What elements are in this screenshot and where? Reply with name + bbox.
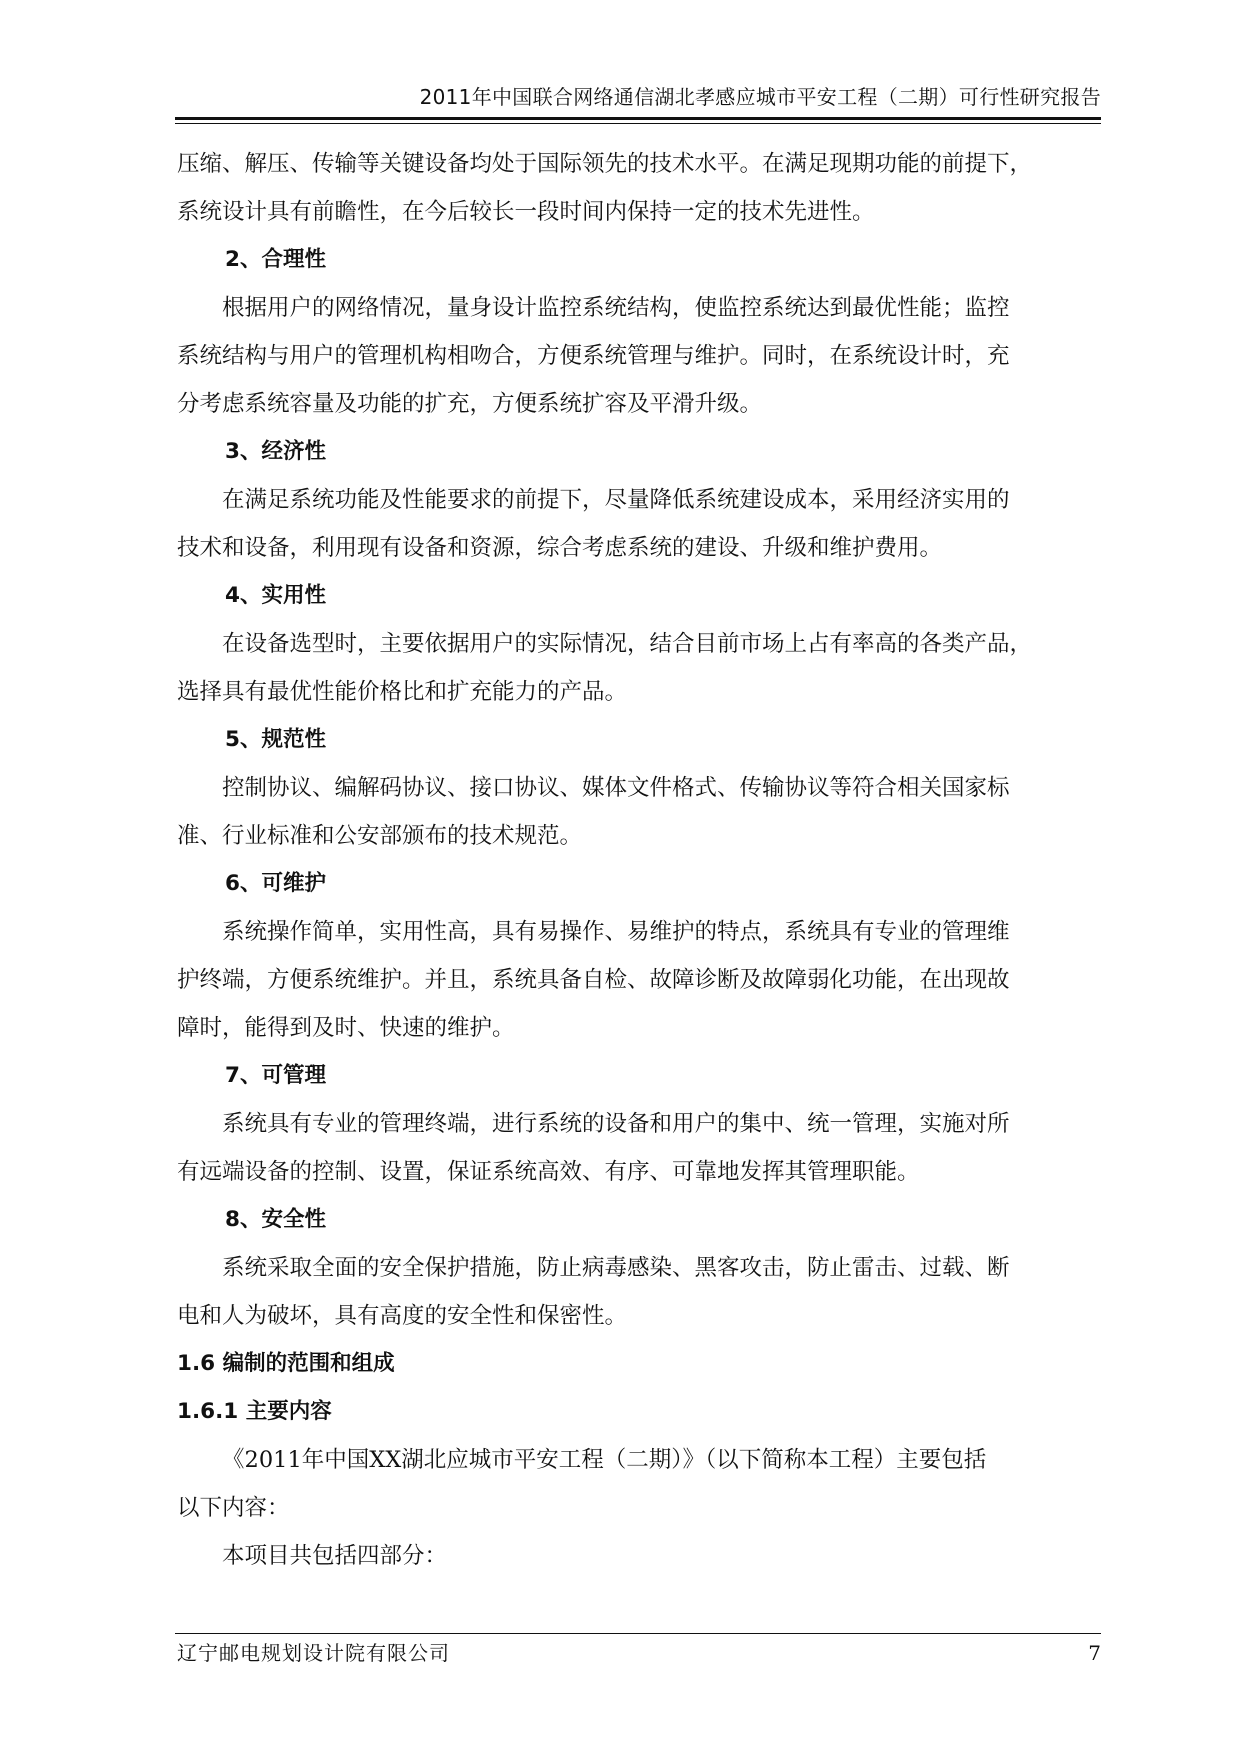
section-heading: 1.6 编制的范围和组成 (177, 1351, 395, 1376)
footer-rule (175, 1633, 1101, 1634)
paragraph-line: 分考虑系统容量及功能的扩充，方便系统扩容及平滑升级。 (177, 391, 763, 417)
footer-company: 辽宁邮电规划设计院有限公司 (177, 1641, 450, 1665)
paragraph-line: 系统设计具有前瞻性，在今后较长一段时间内保持一定的技术先进性。 (177, 199, 875, 225)
paragraph-line: 系统具有专业的管理终端，进行系统的设备和用户的集中、统一管理，实施对所 (222, 1111, 1010, 1137)
paragraph-line: 准、行业标准和公安部颁布的技术规范。 (177, 823, 583, 849)
paragraph-line: 选择具有最优性能价格比和扩充能力的产品。 (177, 679, 628, 705)
paragraph-line: 控制协议、编解码协议、接口协议、媒体文件格式、传输协议等符合相关国家标 (222, 775, 1010, 801)
section-heading: 1.6.1 主要内容 (177, 1399, 332, 1424)
subsection-heading: 6、可维护 (225, 871, 326, 896)
header-rule-thin (175, 123, 1101, 124)
paragraph-line: 在设备选型时，主要依据用户的实际情况，结合目前市场上占有率高的各类产品， (222, 631, 1033, 657)
paragraph-line: 系统操作简单，实用性高，具有易操作、易维护的特点，系统具有专业的管理维 (222, 919, 1010, 945)
page-body (177, 140, 1103, 1580)
paragraph-line: 根据用户的网络情况，量身设计监控系统结构，使监控系统达到最优性能；监控 (222, 295, 1010, 321)
paragraph-line: 有远端设备的控制、设置，保证系统高效、有序、可靠地发挥其管理职能。 (177, 1159, 920, 1185)
paragraph-line: 本项目共包括四部分： (222, 1543, 448, 1569)
paragraph-line: 技术和设备，利用现有设备和资源，综合考虑系统的建设、升级和维护费用。 (177, 535, 943, 561)
paragraph-line: 压缩、解压、传输等关键设备均处于国际领先的技术水平。在满足现期功能的前提下， (177, 151, 1033, 177)
page-number: 7 (1088, 1641, 1101, 1665)
paragraph-line: 障时，能得到及时、快速的维护。 (177, 1015, 515, 1041)
paragraph-line: 在满足系统功能及性能要求的前提下，尽量降低系统建设成本，采用经济实用的 (222, 487, 1010, 513)
header-rule (175, 117, 1101, 120)
paragraph-line: 护终端，方便系统维护。并且，系统具备自检、故障诊断及故障弱化功能，在出现故 (177, 967, 1010, 993)
paragraph-line: 电和人为破坏，具有高度的安全性和保密性。 (177, 1303, 628, 1329)
subsection-heading: 4、实用性 (225, 583, 326, 608)
paragraph-line: 《2011年中国XX湖北应城市平安工程（二期）》（以下简称本工程）主要包括 (222, 1447, 987, 1473)
paragraph-line: 系统结构与用户的管理机构相吻合，方便系统管理与维护。同时，在系统设计时，充 (177, 343, 1010, 369)
subsection-heading: 8、安全性 (225, 1207, 326, 1232)
running-header: 2011年中国联合网络通信湖北孝感应城市平安工程（二期）可行性研究报告 (419, 85, 1101, 109)
subsection-heading: 2、合理性 (225, 247, 326, 272)
subsection-heading: 7、可管理 (225, 1063, 326, 1088)
paragraph-line: 以下内容： (177, 1495, 290, 1521)
subsection-heading: 5、规范性 (225, 727, 326, 752)
paragraph-line: 系统采取全面的安全保护措施，防止病毒感染、黑客攻击，防止雷击、过载、断 (222, 1255, 1010, 1281)
subsection-heading: 3、经济性 (225, 439, 326, 464)
